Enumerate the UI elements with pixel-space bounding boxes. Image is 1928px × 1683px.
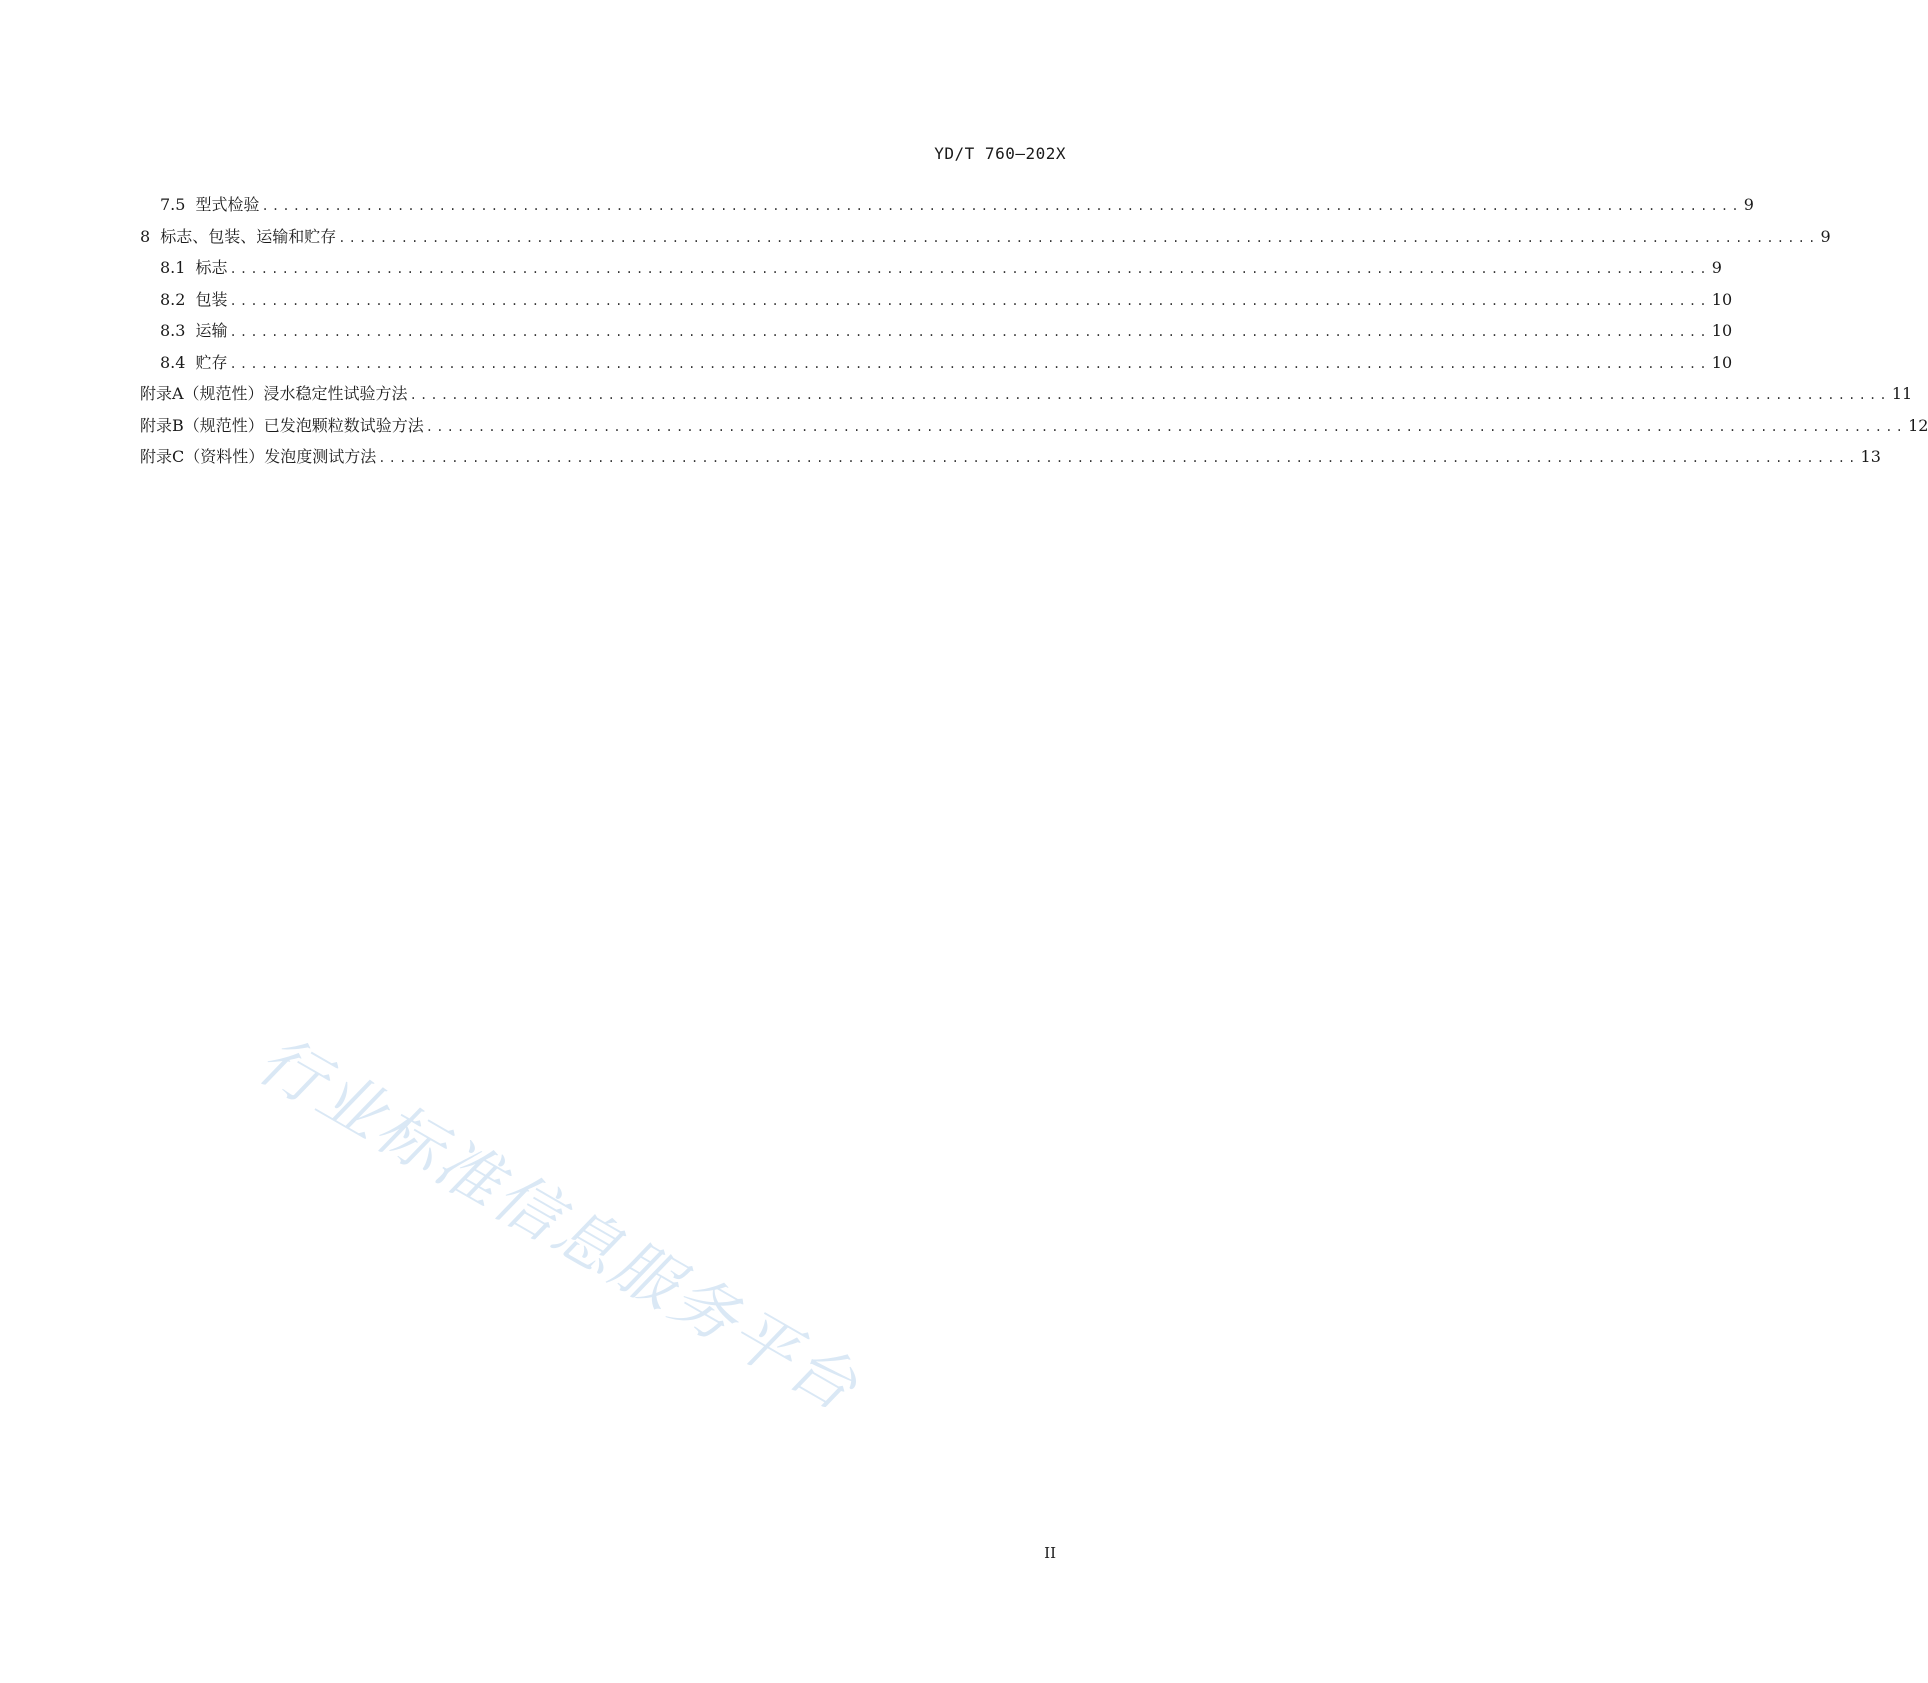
toc-entry-label: 附录C（资料性）发泡度测试方法 xyxy=(140,447,377,466)
toc-leader-dots: .............................................................................................................................................. xyxy=(229,293,1710,308)
toc-entry-title xyxy=(160,287,229,310)
page-number: II xyxy=(1044,1544,1056,1562)
toc-entry[interactable] xyxy=(140,350,1733,382)
toc-entry[interactable] xyxy=(140,381,1913,413)
toc-entry-title xyxy=(140,224,338,247)
toc-leader-dots: .............................................................................................................................................. xyxy=(229,356,1710,371)
toc-entry[interactable] xyxy=(140,287,1733,319)
toc-entry-label: 贮存 xyxy=(195,352,228,372)
toc-entry-page: 10 xyxy=(1711,321,1733,340)
toc-entry[interactable] xyxy=(140,224,1831,256)
toc-leader-dots: .............................................................................................................................................. xyxy=(338,230,1819,245)
toc-leader-dots: .............................................................................................................................................. xyxy=(229,262,1710,276)
toc-entry-label: 标志、包装、运输和贮存 xyxy=(160,226,337,246)
document-code: YD/T 760—202X xyxy=(934,144,1066,163)
toc-entry-label: 型式检验 xyxy=(195,195,260,214)
toc-entry-number: 7.5 xyxy=(160,195,186,214)
toc-entry[interactable] xyxy=(140,413,1928,445)
toc-entry[interactable] xyxy=(140,318,1733,350)
toc-entry-page: 12 xyxy=(1908,415,1928,435)
toc-leader-dots: .............................................................................................................................................. xyxy=(378,451,1859,465)
toc-entry-label: 附录B（规范性）已发泡颗粒数试验方法 xyxy=(140,415,424,435)
toc-entry-title xyxy=(140,444,378,467)
toc-entry-page: 11 xyxy=(1891,384,1913,403)
table-of-contents xyxy=(140,192,1928,476)
toc-entry-page: 9 xyxy=(1820,226,1831,246)
toc-entry-number: 8.4 xyxy=(160,352,186,372)
watermark: 行业标准信息服务平台 xyxy=(245,1022,872,1428)
toc-entry-title xyxy=(160,192,261,215)
toc-entry[interactable] xyxy=(140,255,1722,287)
toc-entry-label: 运输 xyxy=(195,321,228,340)
toc-entry-number: 8.1 xyxy=(160,258,186,277)
toc-entry-title xyxy=(160,350,229,373)
toc-entry-number: 8 xyxy=(140,226,151,246)
toc-entry-page: 10 xyxy=(1711,352,1733,372)
toc-entry-title xyxy=(140,413,426,436)
toc-entry-page: 10 xyxy=(1711,289,1733,309)
toc-entry-label: 标志 xyxy=(195,258,228,277)
toc-entry-number: 8.2 xyxy=(160,289,186,309)
toc-entry-title xyxy=(140,381,410,404)
toc-leader-dots: .............................................................................................................................................. xyxy=(229,325,1710,339)
toc-entry[interactable] xyxy=(140,444,1881,476)
toc-entry[interactable] xyxy=(140,192,1754,224)
toc-entry-title xyxy=(160,255,229,278)
toc-entry-page: 9 xyxy=(1743,195,1754,214)
toc-entry-page: 9 xyxy=(1711,258,1722,277)
toc-leader-dots: .............................................................................................................................................. xyxy=(261,199,1742,213)
toc-entry-page: 13 xyxy=(1860,447,1881,466)
toc-entry-label: 附录A（规范性）浸水稳定性试验方法 xyxy=(140,384,408,403)
toc-entry-label: 包装 xyxy=(195,289,228,309)
toc-entry-title xyxy=(160,318,229,341)
toc-leader-dots: .............................................................................................................................................. xyxy=(425,419,1907,434)
toc-entry-number: 8.3 xyxy=(160,321,186,340)
toc-leader-dots: .............................................................................................................................................. xyxy=(409,388,1890,402)
